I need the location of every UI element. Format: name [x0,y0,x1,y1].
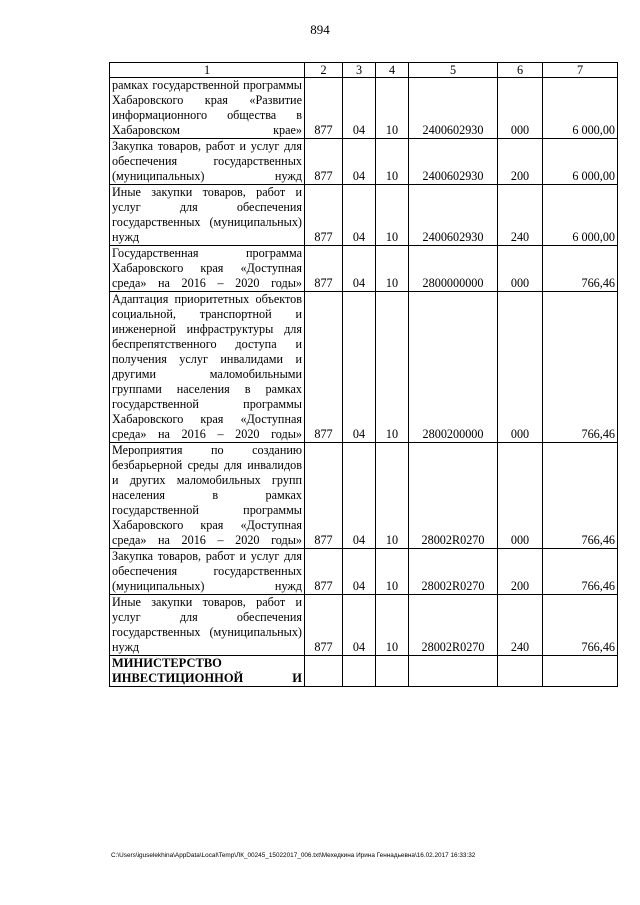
cell-ministry-code [305,656,343,687]
cell-ministry-code: 877 [305,549,343,595]
cell-subsection [376,656,409,687]
cell-expense-type: 000 [498,292,543,443]
cell-ministry-code: 877 [305,78,343,139]
table-row [110,78,618,139]
cell-ministry-code: 877 [305,292,343,443]
cell-target-article: 2400602930 [409,139,498,185]
table-row [110,185,618,246]
table-row [110,443,618,549]
cell-ministry-code: 877 [305,185,343,246]
row-name: Иные закупки товаров, работ и услуг для обеспечения государственных (муниципальных) нужд [110,595,305,656]
cell-expense-type: 000 [498,78,543,139]
cell-target-article [409,656,498,687]
cell-expense-type: 240 [498,185,543,246]
cell-amount: 766,46 [543,292,618,443]
cell-subsection: 10 [376,595,409,656]
row-name: Закупка товаров, работ и услуг для обеспечения государственных (муниципальных) нужд [110,139,305,185]
cell-subsection: 10 [376,292,409,443]
cell-expense-type [498,656,543,687]
cell-ministry-code: 877 [305,139,343,185]
cell-section: 04 [343,549,376,595]
column-header: 2 [305,63,343,78]
table-row [110,246,618,292]
table-header-row [110,63,618,78]
table-row [110,595,618,656]
cell-amount: 766,46 [543,246,618,292]
table-row [110,549,618,595]
cell-expense-type: 000 [498,443,543,549]
cell-expense-type: 200 [498,139,543,185]
cell-target-article: 2800000000 [409,246,498,292]
cell-amount: 6 000,00 [543,78,618,139]
cell-target-article: 2800200000 [409,292,498,443]
row-name: Адаптация приоритетных объектов социальной, транспортной и инженерной инфраструктуры для беспрепятственного доступа и получения услуг инвалидами и другими маломобильными группами населения в рамках государственной программы Хабаровского края «Доступная среда» на 2016 – 2020 годы» [110,292,305,443]
cell-section: 04 [343,139,376,185]
cell-amount [543,656,618,687]
row-name: рамках государственной программы Хабаровского края «Развитие информационного общества в Хабаровском крае» [110,78,305,139]
cell-target-article: 2400602930 [409,78,498,139]
column-header: 5 [409,63,498,78]
cell-subsection: 10 [376,549,409,595]
table-row [110,139,618,185]
page-number: 894 [310,22,330,37]
row-name: Закупка товаров, работ и услуг для обеспечения государственных (муниципальных) нужд [110,549,305,595]
cell-target-article: 2400602930 [409,185,498,246]
cell-target-article: 28002R0270 [409,595,498,656]
cell-section: 04 [343,185,376,246]
cell-expense-type: 000 [498,246,543,292]
row-name: МИНИСТЕРСТВО ИНВЕСТИЦИОННОЙ И [110,656,305,687]
cell-target-article: 28002R0270 [409,443,498,549]
column-header: 3 [343,63,376,78]
cell-ministry-code: 877 [305,595,343,656]
cell-subsection: 10 [376,246,409,292]
row-name: Государственная программа Хабаровского края «Доступная среда» на 2016 – 2020 годы» [110,246,305,292]
column-header: 1 [110,63,305,78]
cell-subsection: 10 [376,139,409,185]
cell-section [343,656,376,687]
cell-section: 04 [343,78,376,139]
budget-table [109,62,618,687]
row-name: Иные закупки товаров, работ и услуг для обеспечения государственных (муниципальных) нужд [110,185,305,246]
cell-amount: 6 000,00 [543,185,618,246]
cell-expense-type: 200 [498,549,543,595]
table-row [110,292,618,443]
cell-amount: 766,46 [543,549,618,595]
cell-section: 04 [343,292,376,443]
cell-amount: 766,46 [543,595,618,656]
cell-section: 04 [343,595,376,656]
cell-amount: 766,46 [543,443,618,549]
table-row [110,656,618,687]
cell-section: 04 [343,443,376,549]
column-header: 4 [376,63,409,78]
file-path-footer: C:\Users\iguselekhina\AppData\Local\Temp\ЛК_00245_15022017_006.txt\Мехедкина Ирина Геннадьевна\16.02.2017 16:33:32 [111,852,476,859]
cell-ministry-code: 877 [305,246,343,292]
cell-section: 04 [343,246,376,292]
cell-expense-type: 240 [498,595,543,656]
cell-subsection: 10 [376,443,409,549]
cell-subsection: 10 [376,185,409,246]
cell-target-article: 28002R0270 [409,549,498,595]
column-header: 7 [543,63,618,78]
cell-amount: 6 000,00 [543,139,618,185]
row-name: Мероприятия по созданию безбарьерной среды для инвалидов и других маломобильных групп населения в рамках государственной программы Хабаровского края «Доступная среда» на 2016 – 2020 годы» [110,443,305,549]
cell-ministry-code: 877 [305,443,343,549]
cell-subsection: 10 [376,78,409,139]
column-header: 6 [498,63,543,78]
